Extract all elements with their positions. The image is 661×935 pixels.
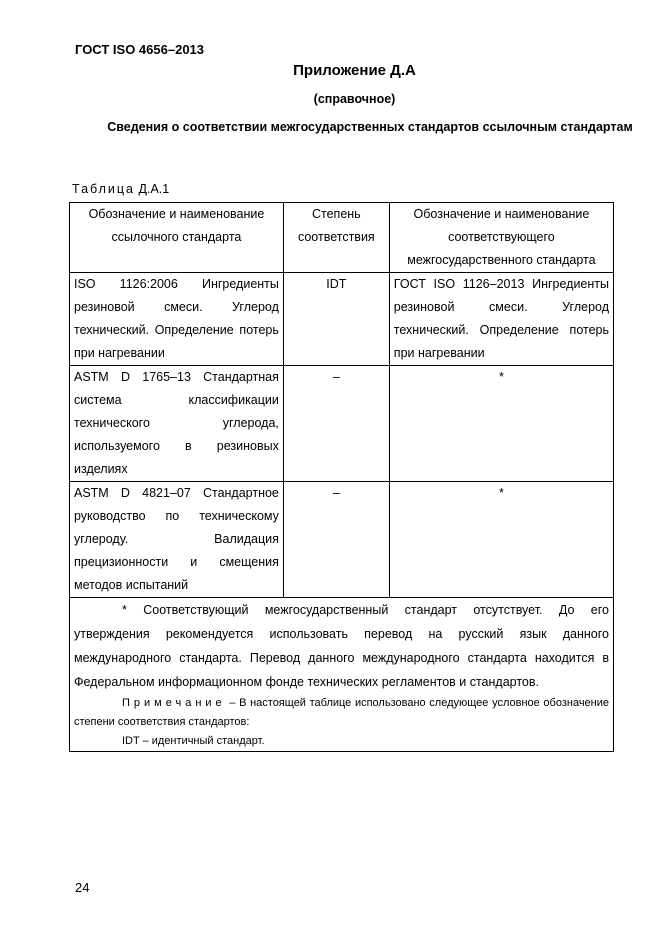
document-code: ГОСТ ISO 4656–2013 (75, 42, 205, 57)
cell-reference: ASTM D 4821–07 Стандартное руководство по техническому углероду. Валидация прецизионности и смещения методов испытаний (70, 482, 284, 598)
cell-degree: – (283, 366, 389, 482)
table-caption (72, 182, 169, 196)
note-paragraph (74, 694, 609, 732)
table-footnote-cell (70, 598, 614, 752)
table-row (70, 482, 614, 598)
note-label: Примечание (122, 697, 226, 709)
note-text: – В настоящей таблице использовано следующее условное обозначение степени соответствия стандартов: (74, 697, 609, 728)
table-header-row (70, 203, 614, 273)
standards-table (69, 202, 614, 752)
cell-degree: IDT (283, 273, 389, 366)
cell-national: ГОСТ ISO 1126–2013 Ингредиенты резиновой смеси. Углерод технический. Определение потерь при нагревании (389, 273, 613, 366)
footnote-text: * Соответствующий межгосударственный стандарт отсутствует. До его утверждения рекомендуется использовать перевод на русский язык данного международного стандарта. Перевод данного международного стандарта находится в Федеральном информационном фонде технических регламентов и стандартов. (74, 603, 609, 689)
appendix-subtitle: (справочное) (313, 92, 396, 106)
table-caption-word: Таблица (72, 182, 136, 196)
header-national-standard: Обозначение и наименование соответствующего межгосударственного стандарта (389, 203, 613, 273)
header-degree: Степень соответствия (283, 203, 389, 273)
note-idt: IDT – идентичный стандарт. (122, 735, 265, 747)
table-caption-number: Д.А.1 (138, 182, 170, 196)
appendix-title: Приложение Д.А (293, 62, 416, 79)
table-row (70, 273, 614, 366)
table-row (70, 366, 614, 482)
table-footnote-row (70, 598, 614, 752)
cell-degree: – (283, 482, 389, 598)
appendix-heading: Сведения о соответствии межгосударственных стандартов ссылочным стандартам (107, 120, 633, 134)
header-reference-standard: Обозначение и наименование ссылочного стандарта (70, 203, 284, 273)
cell-national: * (389, 482, 613, 598)
cell-national: * (389, 366, 613, 482)
cell-reference: ASTM D 1765–13 Стандартная система классификации технического углерода, используемого в резиновых изделиях (70, 366, 284, 482)
page-number: 24 (75, 880, 90, 895)
cell-reference: ISO 1126:2006 Ингредиенты резиновой смеси. Углерод технический. Определение потерь при нагревании (70, 273, 284, 366)
